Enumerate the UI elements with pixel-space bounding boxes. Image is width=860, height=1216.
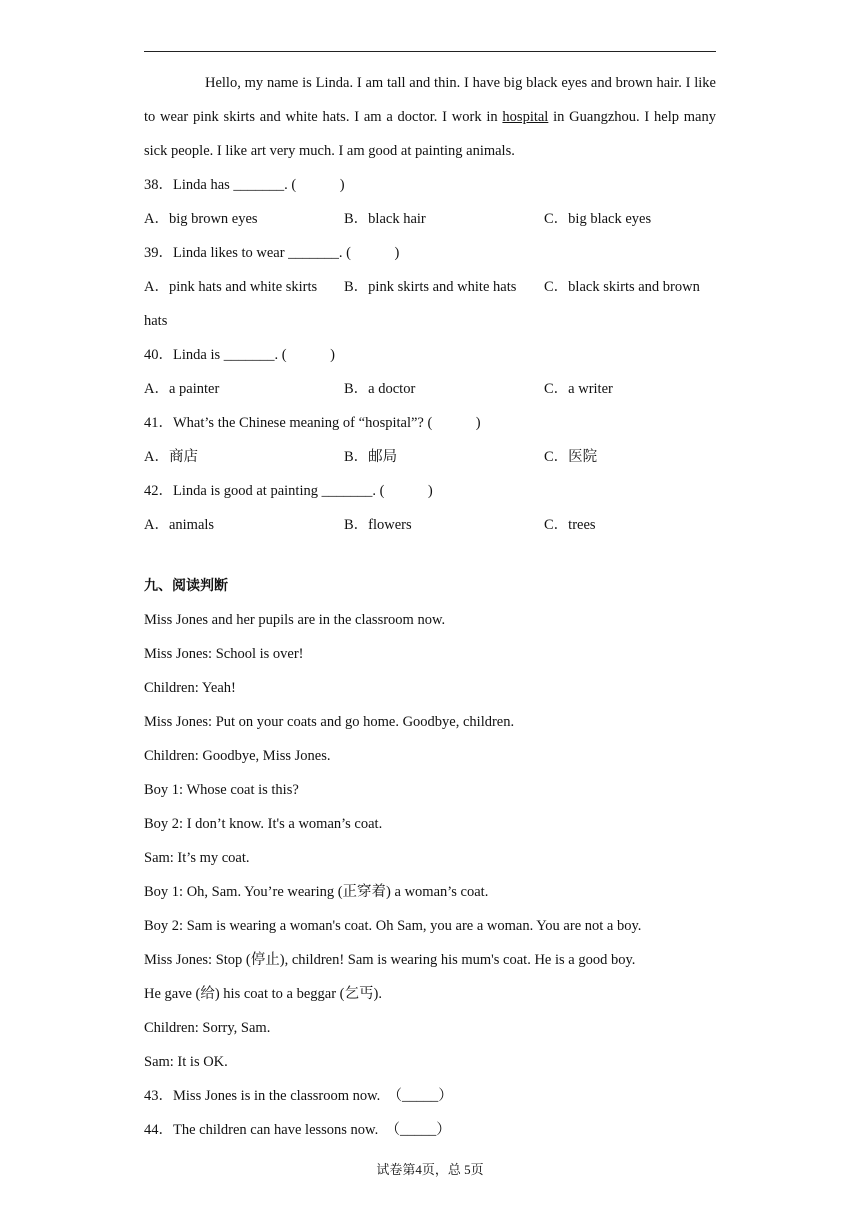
option-41-a[interactable]: A．商店 — [144, 449, 198, 465]
option-39-a[interactable]: A．pink hats and white skirts — [144, 279, 318, 295]
option-40-b[interactable]: B．a doctor — [344, 381, 416, 397]
option-42-b[interactable]: B．flowers — [344, 517, 412, 533]
options-41 — [144, 440, 716, 474]
question-40: 40．Linda is _______. ( ) — [144, 347, 335, 363]
options-40 — [144, 372, 716, 406]
option-38-c[interactable]: C．big black eyes — [544, 211, 652, 227]
option-39-c[interactable]: C．black skirts and brown — [544, 279, 700, 295]
question-39: 39．Linda likes to wear _______. ( ) — [144, 245, 400, 261]
passage-underlined-word: hospital — [502, 109, 549, 125]
question-41: 41．What’s the Chinese meaning of “hospital”? ( ) — [144, 415, 481, 431]
statement-43[interactable]: 43．Miss Jones is in the classroom now. （_____） — [144, 1088, 453, 1104]
option-42-c[interactable]: C．trees — [544, 517, 596, 533]
option-40-a[interactable]: A．a painter — [144, 381, 220, 397]
page-content — [144, 66, 716, 1147]
passage-text-1: Hello, my name is Linda. I am tall and thin. I have big black eyes and brown hair. I like to wear pink skirts and white hats. I am a doctor. I work in — [144, 75, 716, 125]
option-40-c[interactable]: C．a writer — [544, 381, 613, 397]
reading-passage — [144, 66, 716, 168]
option-38-b[interactable]: B．black hair — [344, 211, 426, 227]
question-42: 42．Linda is good at painting _______. ( ) — [144, 483, 433, 499]
dialog-line: Sam: It is OK. — [144, 1054, 228, 1070]
dialog-line: Sam: It’s my coat. — [144, 850, 250, 866]
options-42 — [144, 508, 716, 542]
options-38 — [144, 202, 716, 236]
option-41-b[interactable]: B．邮局 — [344, 449, 398, 465]
dialog-line: Boy 2: I don’t know. It's a woman’s coat. — [144, 816, 383, 832]
dialog-line: Miss Jones: School is over! — [144, 646, 304, 662]
statement-44[interactable]: 44．The children can have lessons now. （_____） — [144, 1122, 451, 1138]
option-42-a[interactable]: A．animals — [144, 517, 215, 533]
option-41-c[interactable]: C．医院 — [544, 449, 598, 465]
options-39 — [144, 270, 716, 304]
dialog-line: Boy 1: Whose coat is this? — [144, 782, 299, 798]
page-footer: 试卷第4页，总 5页 — [376, 1162, 484, 1177]
option-38-a[interactable]: A．big brown eyes — [144, 211, 258, 227]
option-39-c-continued: hats — [144, 313, 168, 329]
passage-text-2: in Guangzhou. I help many sick people. I like art very much. I am good at painting animals. — [144, 109, 716, 159]
dialog-line: Children: Goodbye, Miss Jones. — [144, 748, 331, 764]
dialog-line: Boy 2: Sam is wearing a woman's coat. Oh Sam, you are a woman. You are not a boy. — [144, 918, 642, 934]
dialog-line: Children: Yeah! — [144, 680, 236, 696]
section-title: 九、阅读判断 — [144, 578, 228, 594]
dialog-line: Children: Sorry, Sam. — [144, 1020, 271, 1036]
dialog-line: Miss Jones: Put on your coats and go home. Goodbye, children. — [144, 714, 515, 730]
option-39-b[interactable]: B．pink skirts and white hats — [344, 279, 517, 295]
question-38: 38．Linda has _______. ( ) — [144, 177, 345, 193]
dialog-line: Boy 1: Oh, Sam. You’re wearing (正穿着) a woman’s coat. — [144, 884, 489, 900]
dialog-line: Miss Jones and her pupils are in the classroom now. — [144, 612, 446, 628]
dialog-line: Miss Jones: Stop (停止), children! Sam is wearing his mum's coat. He is a good boy. — [144, 952, 636, 968]
header-rule — [144, 51, 716, 52]
dialog-line: He gave (给) his coat to a beggar (乞丐). — [144, 986, 382, 1002]
